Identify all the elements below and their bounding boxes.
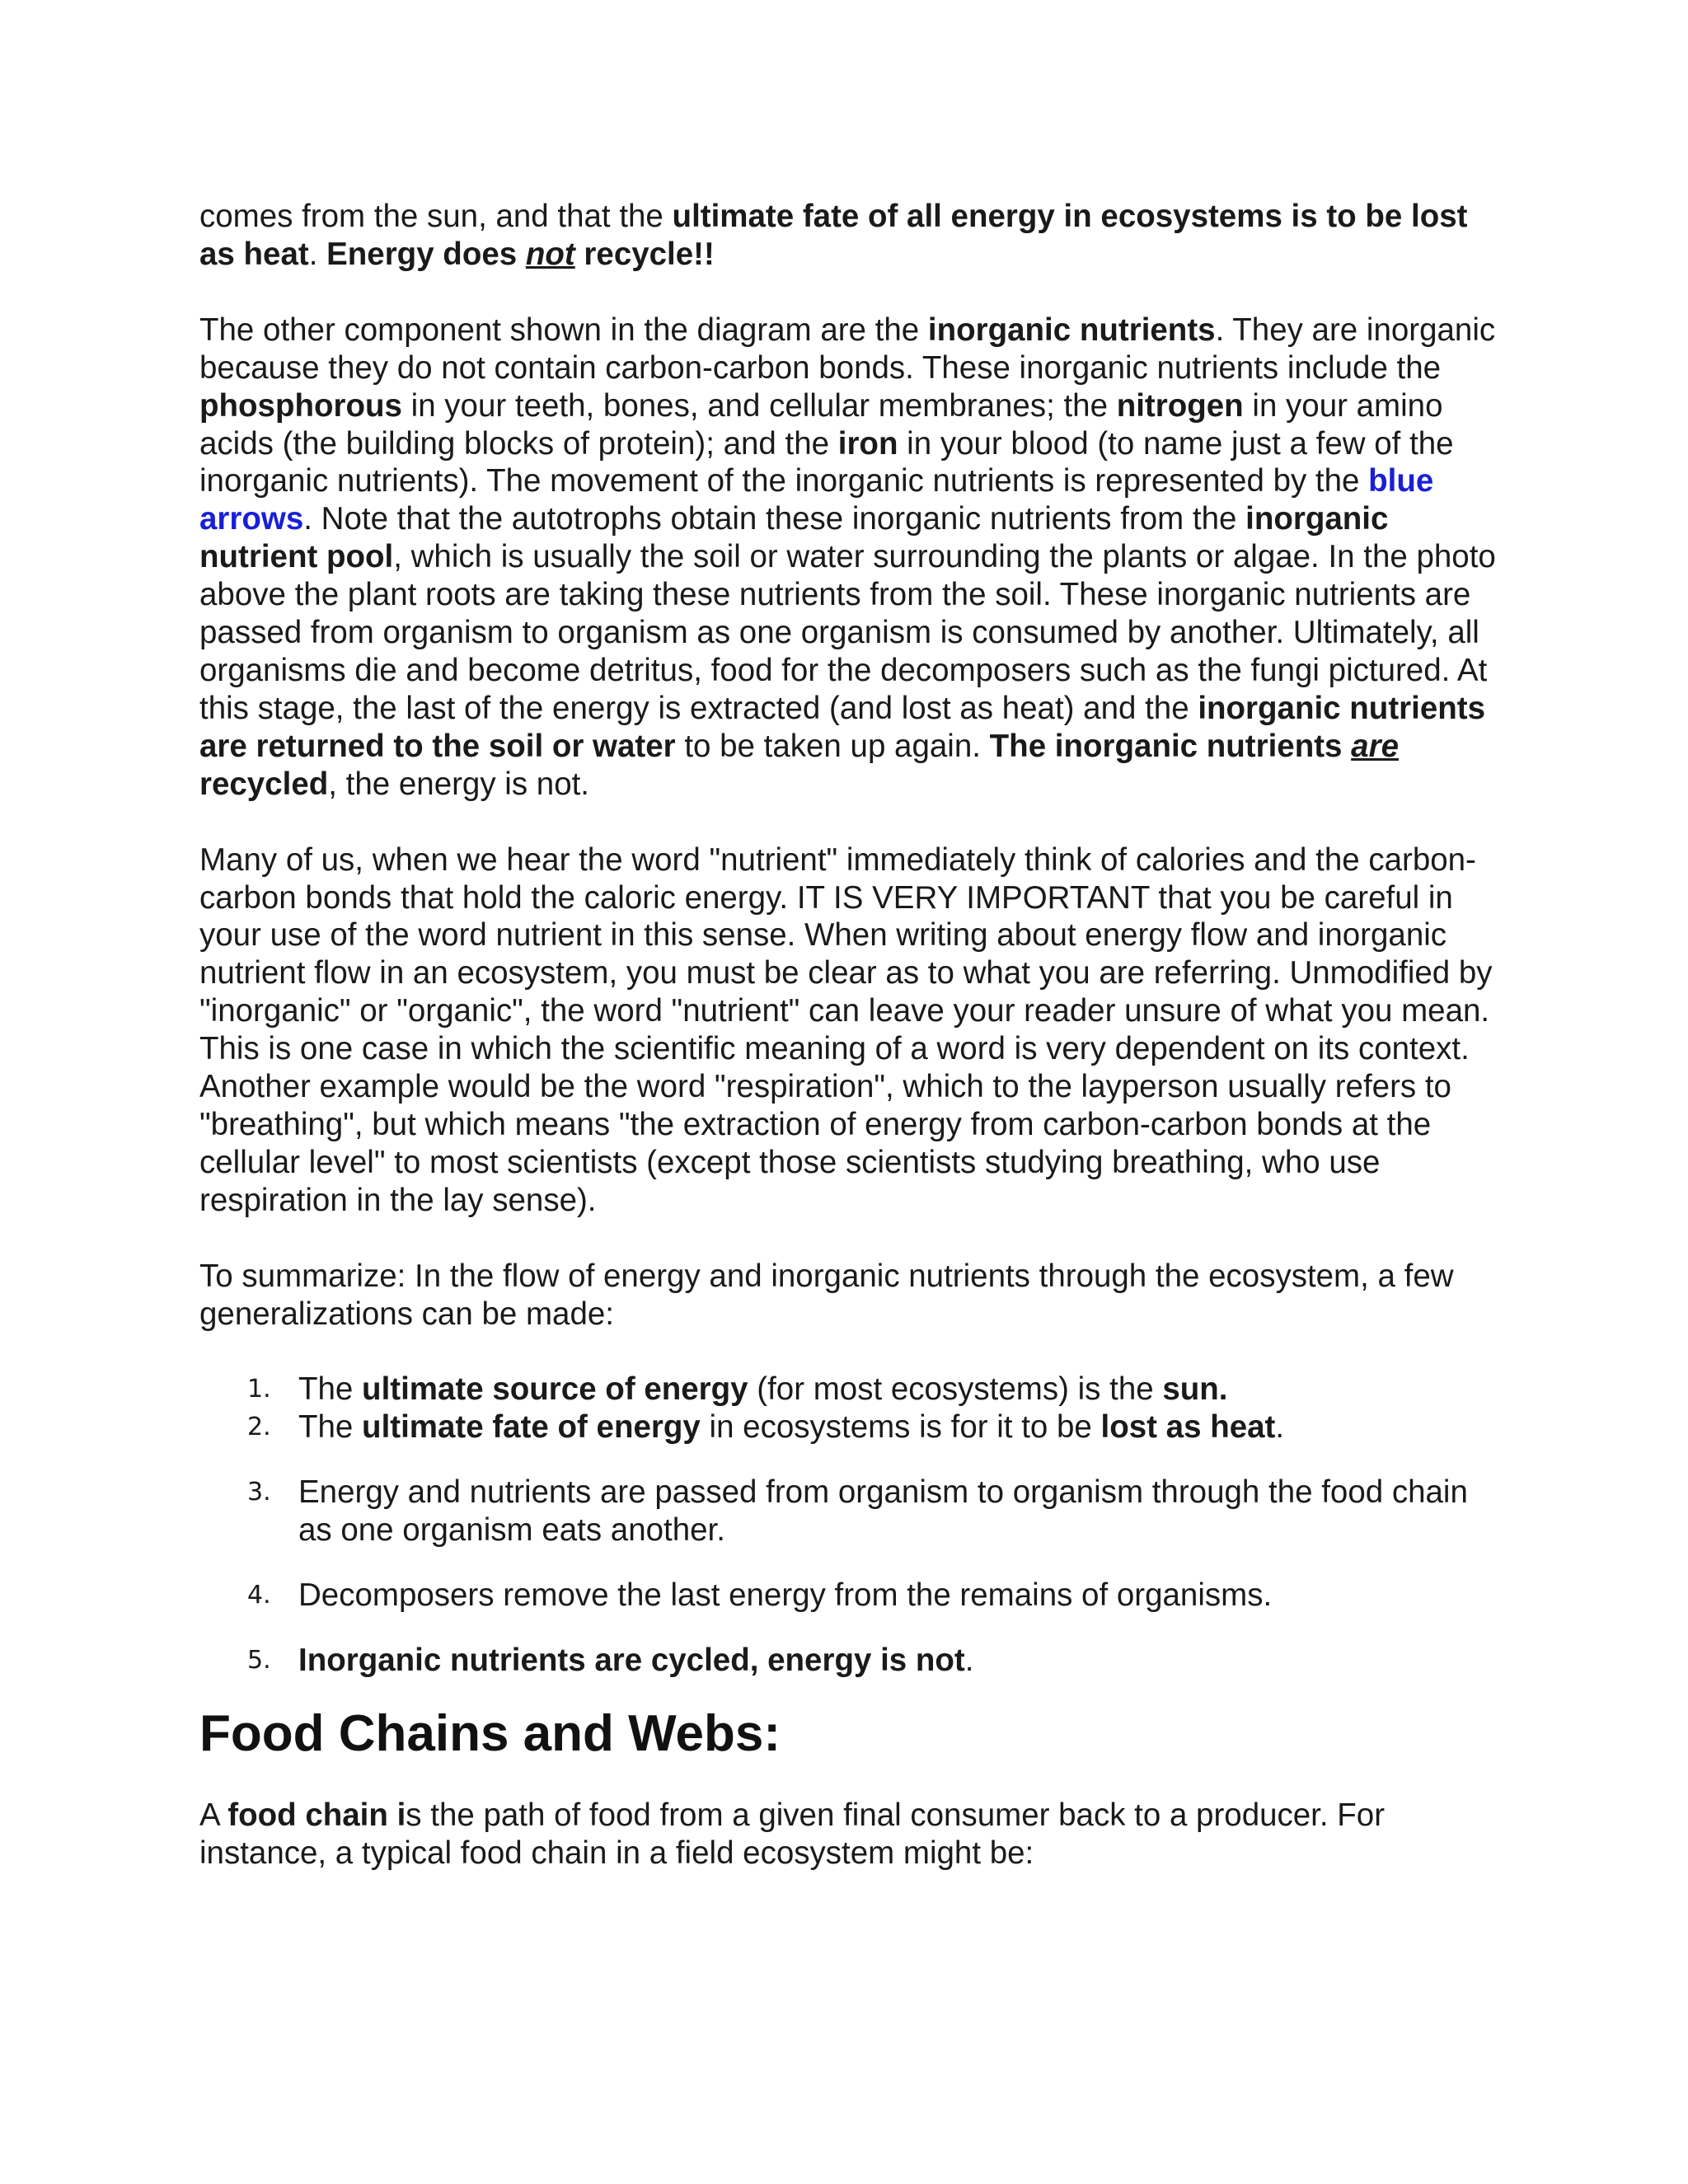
- bold-text: iron: [837, 425, 898, 462]
- text: in ecosystems is for it to be: [700, 1409, 1101, 1446]
- bold-text: Inorganic nutrients are cycled, energy is not: [298, 1643, 965, 1678]
- text: . They are inorganic because they do not contain carbon-carbon bonds. These inorganic nutrients include the: [199, 312, 1496, 386]
- emphasis-text: are: [1351, 728, 1399, 764]
- bold-text: lost as heat: [1100, 1409, 1276, 1446]
- list-number: 4.: [247, 1581, 271, 1610]
- bold-text: The inorganic nutrients: [989, 728, 1352, 764]
- bold-text: ultimate fate of energy: [362, 1409, 701, 1446]
- paragraph-summary-intro: To summarize: In the flow of energy and inorganic nutrients through the ecosystem, a few generalizations can be made:: [199, 1258, 1454, 1332]
- list-number: 2.: [247, 1413, 271, 1442]
- text: in your amino acids (the building blocks of protein); and the: [199, 387, 1443, 462]
- text: .: [308, 236, 327, 272]
- bold-text: nitrogen: [1116, 387, 1244, 424]
- document-page: [199, 198, 1502, 1872]
- bold-text: inorganic nutrients are returned to the soil or water: [199, 690, 1485, 764]
- text: A: [199, 1797, 228, 1833]
- bold-text: food chain i: [227, 1797, 406, 1833]
- bold-text: Energy does: [326, 236, 526, 272]
- paragraph-nutrient-word: Many of us, when we hear the word "nutrient" immediately think of calories and the carbon-carbon bonds that hold the caloric energy. IT IS VERY IMPORTANT that you be careful in your use of the word nutrient in this sense. When writing about energy flow and inorganic nutrient flow in an ecosystem, you must be clear as to what you are referring. Unmodified by "inorganic" or "organic", the word "nutrient" can leave your reader unsure of what you mean. This is one case in which the scientific meaning of a word is very dependent on its context. Another example would be the word "respiration", which to the layperson usually refers to "breathing", but which means "the extraction of energy from carbon-carbon bonds at the cellular level" to most scientists (except those scientists studying breathing, who use respiration in the lay sense).: [199, 841, 1493, 1218]
- paragraph-food-chain: [199, 1797, 1502, 1872]
- list-item: [199, 1408, 1502, 1446]
- text: , the energy is not.: [328, 766, 590, 802]
- list-number: 3.: [247, 1478, 271, 1507]
- text: , which is usually the soil or water surrounding the plants or algae. In the photo above the plant roots are taking these nutrients from the soil. These inorganic nutrients are passed from organism to organism as one organism is consumed by another. Ultimately, all organisms die and become detritus, food for the decomposers such as the fungi pictured. At this stage, the last of the energy is extracted (and lost as heat) and the: [199, 539, 1496, 726]
- bold-text: ultimate fate of all energy in ecosystems is to be lost as heat: [199, 199, 1468, 272]
- generalizations-list: [199, 1371, 1502, 1679]
- list-number: 5.: [247, 1646, 271, 1675]
- text: in your teeth, bones, and cellular membranes; the: [401, 387, 1117, 424]
- bold-text: inorganic nutrients: [927, 312, 1216, 348]
- bold-text: phosphorous: [199, 387, 402, 424]
- bold-text: recycle!!: [574, 236, 715, 272]
- list-number: 1.: [247, 1375, 271, 1404]
- text: Decomposers remove the last energy from the remains of organisms.: [298, 1577, 1273, 1614]
- text: The other component shown in the diagram are the: [199, 312, 928, 348]
- text: in your blood (to name just a few of the inorganic nutrients). The movement of the inorganic nutrients is represented by the: [199, 425, 1454, 499]
- bold-text: inorganic nutrient pool: [199, 501, 1389, 575]
- text: .: [1275, 1409, 1285, 1446]
- text: to be taken up again.: [675, 728, 990, 764]
- text: Energy and nutrients are passed from organism to organism through the food chain as one organism eats another.: [298, 1474, 1468, 1549]
- text: (for most ecosystems) is the: [748, 1371, 1163, 1408]
- list-item: [199, 1642, 1502, 1680]
- blue-arrows-text: blue arrows: [199, 463, 1434, 537]
- bold-text: recycled: [199, 766, 329, 802]
- list-item: [199, 1474, 1502, 1549]
- list-item: [199, 1371, 1502, 1408]
- text: The: [298, 1409, 363, 1446]
- text: . Note that the autotrophs obtain these inorganic nutrients from the: [303, 501, 1246, 537]
- text: comes from the sun, and that the: [199, 199, 673, 234]
- paragraph-inorganic-nutrients: [199, 312, 1502, 804]
- text: The: [298, 1371, 363, 1408]
- text: .: [964, 1643, 974, 1678]
- section-heading: Food Chains and Webs:: [199, 1704, 781, 1762]
- bold-text: sun.: [1162, 1371, 1228, 1408]
- text: s the path of food from a given final consumer back to a producer. For instance, a typical food chain in a field ecosystem might be:: [199, 1797, 1386, 1871]
- emphasis-text: not: [525, 236, 575, 272]
- paragraph-energy-fate: [199, 198, 1502, 274]
- list-item: [199, 1577, 1502, 1615]
- bold-text: ultimate source of energy: [362, 1371, 748, 1408]
